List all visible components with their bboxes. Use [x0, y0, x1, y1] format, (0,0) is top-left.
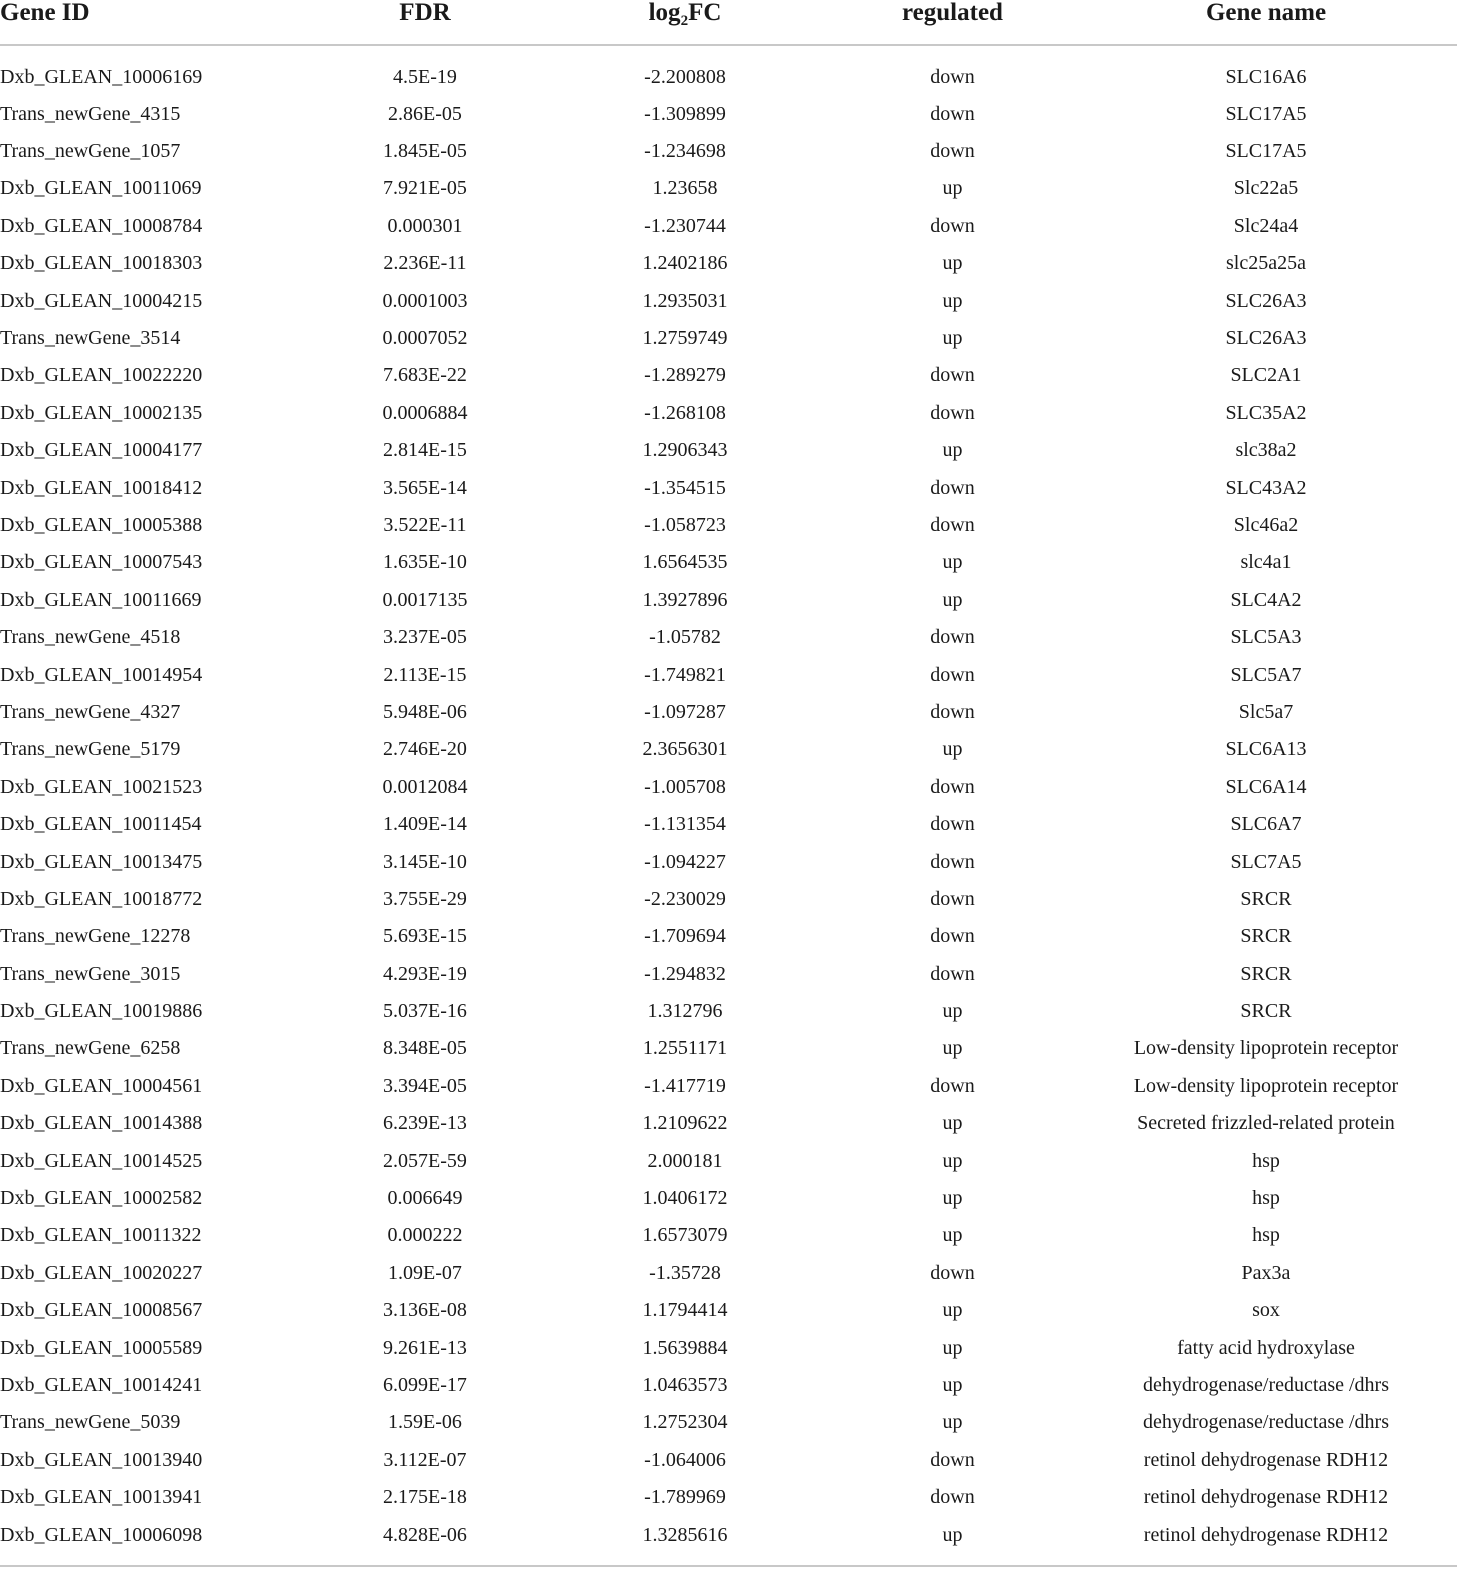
- cell-regulated: down: [930, 626, 975, 649]
- cell-fdr: 6.099E-17: [383, 1373, 467, 1396]
- cell-log2fc: -1.417719: [644, 1074, 726, 1097]
- cell-fdr: 3.145E-10: [383, 850, 467, 873]
- cell-log2fc: -2.200808: [644, 65, 726, 88]
- cell-log2fc: -1.058723: [644, 513, 726, 536]
- cell-regulated: up: [942, 738, 963, 761]
- header-log2fc: [540, 0, 830, 45]
- table-row: [0, 394, 1457, 431]
- cell-gene-id: Dxb_GLEAN_10018772: [0, 887, 203, 910]
- cell-log2fc: -1.309899: [644, 102, 726, 125]
- cell-regulated: up: [942, 1373, 963, 1396]
- header-log2fc-suffix: FC: [688, 0, 722, 26]
- cell-gene-name: SLC17A5: [1225, 140, 1307, 163]
- cell-gene-id: Dxb_GLEAN_10018303: [0, 252, 203, 275]
- cell-log2fc: -2.230029: [644, 887, 726, 910]
- cell-log2fc: 2.3656301: [642, 738, 728, 761]
- cell-gene-name: Slc5a7: [1238, 700, 1294, 723]
- table-row: [0, 1404, 1457, 1441]
- cell-gene-name: SLC2A1: [1230, 364, 1302, 387]
- cell-gene-id: Dxb_GLEAN_10005589: [0, 1336, 203, 1359]
- cell-fdr: 2.236E-11: [383, 252, 467, 275]
- cell-gene-name: SLC6A14: [1225, 775, 1307, 798]
- cell-gene-id: Dxb_GLEAN_10002582: [0, 1187, 203, 1210]
- cell-gene-name: dehydrogenase/reductase /dhrs: [1142, 1411, 1389, 1434]
- cell-regulated: down: [930, 1486, 975, 1509]
- table-row: [0, 1329, 1457, 1366]
- cell-gene-name: hsp: [1252, 1187, 1280, 1210]
- cell-log2fc: 1.1794414: [642, 1299, 728, 1322]
- cell-log2fc: 1.3927896: [642, 588, 728, 611]
- cell-regulated: up: [942, 1112, 963, 1135]
- cell-fdr: 7.683E-22: [383, 364, 467, 387]
- cell-log2fc: 1.0406172: [642, 1187, 728, 1210]
- cell-log2fc: 1.2759749: [642, 327, 728, 350]
- cell-gene-id: Dxb_GLEAN_10022220: [0, 364, 203, 387]
- table-row: [0, 843, 1457, 880]
- cell-gene-name: sox: [1252, 1299, 1280, 1322]
- cell-regulated: up: [942, 1523, 963, 1546]
- cell-fdr: 2.746E-20: [383, 738, 467, 761]
- cell-gene-name: SLC5A3: [1230, 626, 1302, 649]
- cell-gene-name: dehydrogenase/reductase /dhrs: [1142, 1373, 1389, 1396]
- cell-gene-id: Trans_newGene_1057: [0, 140, 181, 163]
- cell-fdr: 4.5E-19: [393, 65, 457, 88]
- cell-gene-id: Dxb_GLEAN_10007543: [0, 551, 203, 574]
- cell-gene-id: Dxb_GLEAN_10021523: [0, 775, 203, 798]
- cell-fdr: 3.522E-11: [383, 513, 467, 536]
- cell-regulated: down: [930, 1448, 975, 1471]
- cell-log2fc: -1.35728: [649, 1261, 721, 1284]
- cell-regulated: down: [930, 476, 975, 499]
- cell-gene-name: SLC4A2: [1230, 588, 1302, 611]
- cell-log2fc: 1.3285616: [642, 1523, 728, 1546]
- cell-gene-id: Dxb_GLEAN_10013475: [0, 850, 203, 873]
- table-row: [0, 95, 1457, 132]
- cell-regulated: up: [942, 1224, 963, 1247]
- cell-gene-id: Dxb_GLEAN_10014388: [0, 1112, 203, 1135]
- cell-fdr: 1.59E-06: [388, 1411, 462, 1434]
- cell-regulated: up: [942, 252, 963, 275]
- cell-log2fc: 1.6573079: [642, 1224, 728, 1247]
- cell-log2fc: -1.064006: [644, 1448, 726, 1471]
- cell-log2fc: 1.2906343: [642, 439, 728, 462]
- cell-log2fc: 1.0463573: [642, 1373, 728, 1396]
- cell-gene-name: SLC6A13: [1225, 738, 1307, 761]
- cell-gene-id: Dxb_GLEAN_10011069: [0, 177, 202, 200]
- cell-fdr: 0.0017135: [382, 588, 468, 611]
- cell-fdr: 9.261E-13: [383, 1336, 467, 1359]
- cell-regulated: down: [930, 513, 975, 536]
- cell-regulated: down: [930, 962, 975, 985]
- cell-gene-name: Low-density lipoprotein receptor: [1133, 1037, 1399, 1060]
- cell-gene-id: Dxb_GLEAN_10004215: [0, 289, 203, 312]
- cell-fdr: 1.845E-05: [383, 140, 467, 163]
- cell-log2fc: -1.268108: [644, 401, 726, 424]
- cell-gene-id: Dxb_GLEAN_10011669: [0, 588, 202, 611]
- table-row: [0, 319, 1457, 356]
- cell-fdr: 3.237E-05: [383, 626, 467, 649]
- cell-gene-name: SLC35A2: [1225, 401, 1307, 424]
- cell-gene-id: Trans_newGene_12278: [0, 925, 191, 948]
- table-row: [0, 1067, 1457, 1104]
- cell-regulated: down: [930, 140, 975, 163]
- cell-gene-name: SRCR: [1240, 925, 1292, 948]
- cell-gene-id: Trans_newGene_5039: [0, 1411, 181, 1434]
- table-row: [0, 282, 1457, 319]
- cell-gene-id: Dxb_GLEAN_10008567: [0, 1299, 203, 1322]
- cell-log2fc: 1.6564535: [642, 551, 728, 574]
- table-row: [0, 469, 1457, 506]
- cell-gene-id: Dxb_GLEAN_10014954: [0, 663, 203, 686]
- cell-gene-id: Dxb_GLEAN_10008784: [0, 214, 203, 237]
- table-row: [0, 1254, 1457, 1291]
- cell-fdr: 0.0001003: [382, 289, 468, 312]
- cell-gene-id: Dxb_GLEAN_10013941: [0, 1486, 203, 1509]
- cell-gene-name: SLC26A3: [1225, 289, 1307, 312]
- cell-fdr: 5.948E-06: [383, 700, 467, 723]
- cell-log2fc: 1.2402186: [642, 252, 728, 275]
- cell-regulated: down: [930, 850, 975, 873]
- cell-fdr: 0.000301: [387, 214, 463, 237]
- cell-fdr: 2.175E-18: [383, 1486, 467, 1509]
- table-row: [0, 1292, 1457, 1329]
- cell-gene-id: Trans_newGene_3514: [0, 327, 181, 350]
- table-row: [0, 955, 1457, 992]
- cell-log2fc: -1.094227: [644, 850, 726, 873]
- cell-fdr: 4.828E-06: [383, 1523, 467, 1546]
- cell-fdr: 0.0007052: [382, 327, 468, 350]
- cell-regulated: up: [942, 1299, 963, 1322]
- cell-gene-name: SLC43A2: [1225, 476, 1307, 499]
- cell-log2fc: -1.230744: [644, 214, 726, 237]
- cell-regulated: up: [942, 588, 963, 611]
- cell-regulated: up: [942, 439, 963, 462]
- cell-fdr: 1.09E-07: [388, 1261, 462, 1284]
- cell-gene-id: Dxb_GLEAN_10005388: [0, 513, 203, 536]
- cell-log2fc: 1.23658: [652, 177, 718, 200]
- cell-fdr: 3.755E-29: [383, 887, 467, 910]
- table-row: [0, 45, 1457, 95]
- cell-gene-name: Low-density lipoprotein receptor: [1133, 1074, 1399, 1097]
- cell-fdr: 1.409E-14: [383, 813, 467, 836]
- header-gene-id: Gene ID: [0, 0, 310, 45]
- header-log2fc-subscript: 2: [680, 13, 689, 29]
- table-row: [0, 1030, 1457, 1067]
- cell-regulated: up: [942, 177, 963, 200]
- cell-gene-id: Trans_newGene_5179: [0, 738, 181, 761]
- table-row: [0, 1366, 1457, 1403]
- cell-gene-name: slc38a2: [1235, 439, 1297, 462]
- table-row: [0, 656, 1457, 693]
- cell-log2fc: 1.2109622: [642, 1112, 728, 1135]
- cell-gene-name: Slc46a2: [1233, 513, 1299, 536]
- cell-log2fc: -1.005708: [644, 775, 726, 798]
- header-regulated: regulated: [830, 0, 1075, 45]
- cell-fdr: 0.0006884: [382, 401, 468, 424]
- cell-regulated: down: [930, 887, 975, 910]
- table-row: [0, 357, 1457, 394]
- cell-gene-id: Dxb_GLEAN_10004561: [0, 1074, 203, 1097]
- cell-regulated: down: [930, 214, 975, 237]
- table-row: [0, 618, 1457, 655]
- cell-regulated: down: [930, 700, 975, 723]
- cell-regulated: down: [930, 1074, 975, 1097]
- cell-gene-name: hsp: [1252, 1149, 1280, 1172]
- header-log2fc-prefix: log: [648, 0, 681, 26]
- table-row: [0, 1441, 1457, 1478]
- cell-fdr: 2.057E-59: [383, 1149, 467, 1172]
- cell-regulated: down: [930, 1261, 975, 1284]
- cell-gene-name: SRCR: [1240, 962, 1292, 985]
- table-row: [0, 768, 1457, 805]
- cell-gene-name: retinol dehydrogenase RDH12: [1143, 1448, 1389, 1471]
- table-header: [0, 0, 1457, 45]
- cell-regulated: up: [942, 327, 963, 350]
- cell-gene-name: SLC5A7: [1230, 663, 1302, 686]
- table-row: [0, 432, 1457, 469]
- cell-gene-id: Dxb_GLEAN_10014241: [0, 1373, 203, 1396]
- cell-gene-name: retinol dehydrogenase RDH12: [1143, 1523, 1389, 1546]
- cell-gene-id: Dxb_GLEAN_10006098: [0, 1523, 203, 1546]
- header-row: [0, 0, 1457, 45]
- cell-fdr: 1.635E-10: [383, 551, 467, 574]
- cell-gene-name: SLC6A7: [1230, 813, 1302, 836]
- cell-gene-id: Dxb_GLEAN_10002135: [0, 401, 203, 424]
- table-row: [0, 693, 1457, 730]
- cell-gene-name: slc25a25a: [1226, 252, 1306, 275]
- table-row: [0, 506, 1457, 543]
- cell-fdr: 5.693E-15: [383, 925, 467, 948]
- cell-gene-id: Trans_newGene_3015: [0, 962, 181, 985]
- table-row: [0, 918, 1457, 955]
- cell-fdr: 6.239E-13: [383, 1112, 467, 1135]
- cell-log2fc: 1.2551171: [642, 1037, 728, 1060]
- cell-regulated: up: [942, 289, 963, 312]
- table-row: [0, 1142, 1457, 1179]
- cell-gene-id: Dxb_GLEAN_10019886: [0, 1000, 203, 1023]
- table-row: [0, 992, 1457, 1029]
- cell-log2fc: -1.294832: [644, 962, 726, 985]
- cell-gene-name: SLC7A5: [1230, 850, 1302, 873]
- cell-gene-id: Dxb_GLEAN_10020227: [0, 1261, 203, 1284]
- cell-regulated: down: [930, 775, 975, 798]
- table-row: [0, 731, 1457, 768]
- cell-regulated: up: [942, 1411, 963, 1434]
- table-row: [0, 245, 1457, 282]
- table-row: [0, 1478, 1457, 1515]
- cell-gene-id: Dxb_GLEAN_10011454: [0, 813, 202, 836]
- cell-gene-name: hsp: [1252, 1224, 1280, 1247]
- cell-regulated: down: [930, 401, 975, 424]
- cell-fdr: 0.006649: [387, 1187, 463, 1210]
- cell-fdr: 7.921E-05: [383, 177, 467, 200]
- cell-regulated: down: [930, 813, 975, 836]
- cell-gene-id: Dxb_GLEAN_10011322: [0, 1224, 202, 1247]
- cell-gene-id: Dxb_GLEAN_10006169: [0, 65, 203, 88]
- cell-gene-name: SRCR: [1240, 1000, 1292, 1023]
- table-row: [0, 880, 1457, 917]
- cell-gene-name: SRCR: [1240, 887, 1292, 910]
- cell-gene-name: Pax3a: [1241, 1261, 1291, 1284]
- cell-regulated: down: [930, 65, 975, 88]
- cell-log2fc: -1.234698: [644, 140, 726, 163]
- cell-regulated: down: [930, 925, 975, 948]
- table-row: [0, 207, 1457, 244]
- cell-fdr: 3.565E-14: [383, 476, 467, 499]
- cell-log2fc: 1.2935031: [642, 289, 728, 312]
- cell-fdr: 2.814E-15: [383, 439, 467, 462]
- cell-gene-id: Trans_newGene_6258: [0, 1037, 181, 1060]
- cell-regulated: down: [930, 663, 975, 686]
- cell-log2fc: -1.131354: [644, 813, 726, 836]
- cell-regulated: up: [942, 551, 963, 574]
- cell-gene-name: Slc24a4: [1233, 214, 1299, 237]
- cell-gene-id: Trans_newGene_4327: [0, 700, 181, 723]
- table-row: [0, 805, 1457, 842]
- cell-gene-id: Dxb_GLEAN_10014525: [0, 1149, 203, 1172]
- cell-gene-name: SLC17A5: [1225, 102, 1307, 125]
- table-row: [0, 1516, 1457, 1566]
- cell-gene-id: Trans_newGene_4315: [0, 102, 181, 125]
- cell-regulated: up: [942, 1000, 963, 1023]
- cell-fdr: 8.348E-05: [383, 1037, 467, 1060]
- cell-regulated: up: [942, 1336, 963, 1359]
- table-row: [0, 170, 1457, 207]
- cell-gene-name: Slc22a5: [1233, 177, 1299, 200]
- header-gene-name: Gene name: [1075, 0, 1457, 45]
- cell-log2fc: -1.789969: [644, 1486, 726, 1509]
- cell-fdr: 0.0012084: [382, 775, 468, 798]
- cell-fdr: 5.037E-16: [383, 1000, 467, 1023]
- cell-regulated: up: [942, 1037, 963, 1060]
- cell-gene-name: fatty acid hydroxylase: [1177, 1336, 1355, 1359]
- cell-log2fc: -1.097287: [644, 700, 726, 723]
- table-row: [0, 1217, 1457, 1254]
- cell-gene-name: retinol dehydrogenase RDH12: [1143, 1486, 1389, 1509]
- cell-log2fc: -1.05782: [649, 626, 721, 649]
- cell-log2fc: 1.312796: [647, 1000, 723, 1023]
- cell-gene-id: Trans_newGene_4518: [0, 626, 181, 649]
- table-row: [0, 581, 1457, 618]
- cell-gene-id: Dxb_GLEAN_10013940: [0, 1448, 203, 1471]
- cell-fdr: 3.136E-08: [383, 1299, 467, 1322]
- cell-fdr: 2.113E-15: [383, 663, 467, 686]
- cell-log2fc: -1.709694: [644, 925, 726, 948]
- table-body: [0, 45, 1457, 1566]
- table-row: [0, 132, 1457, 169]
- cell-log2fc: 2.000181: [647, 1149, 723, 1172]
- cell-regulated: up: [942, 1149, 963, 1172]
- cell-fdr: 2.86E-05: [388, 102, 462, 125]
- cell-regulated: up: [942, 1187, 963, 1210]
- cell-log2fc: 1.2752304: [642, 1411, 728, 1434]
- cell-gene-id: Dxb_GLEAN_10004177: [0, 439, 203, 462]
- header-fdr: FDR: [310, 0, 540, 45]
- table-row: [0, 1179, 1457, 1216]
- cell-gene-name: SLC26A3: [1225, 327, 1307, 350]
- cell-log2fc: 1.5639884: [642, 1336, 728, 1359]
- cell-fdr: 0.000222: [387, 1224, 463, 1247]
- cell-fdr: 3.112E-07: [383, 1448, 467, 1471]
- table-row: [0, 544, 1457, 581]
- cell-log2fc: -1.289279: [644, 364, 726, 387]
- cell-log2fc: -1.749821: [644, 663, 726, 686]
- cell-gene-id: Dxb_GLEAN_10018412: [0, 476, 203, 499]
- cell-regulated: down: [930, 102, 975, 125]
- cell-regulated: down: [930, 364, 975, 387]
- cell-fdr: 3.394E-05: [383, 1074, 467, 1097]
- cell-gene-name: SLC16A6: [1225, 65, 1307, 88]
- table-row: [0, 1105, 1457, 1142]
- cell-gene-name: slc4a1: [1240, 551, 1292, 574]
- cell-gene-name: Secreted frizzled-related protein: [1137, 1112, 1395, 1135]
- cell-fdr: 4.293E-19: [383, 962, 467, 985]
- cell-log2fc: -1.354515: [644, 476, 726, 499]
